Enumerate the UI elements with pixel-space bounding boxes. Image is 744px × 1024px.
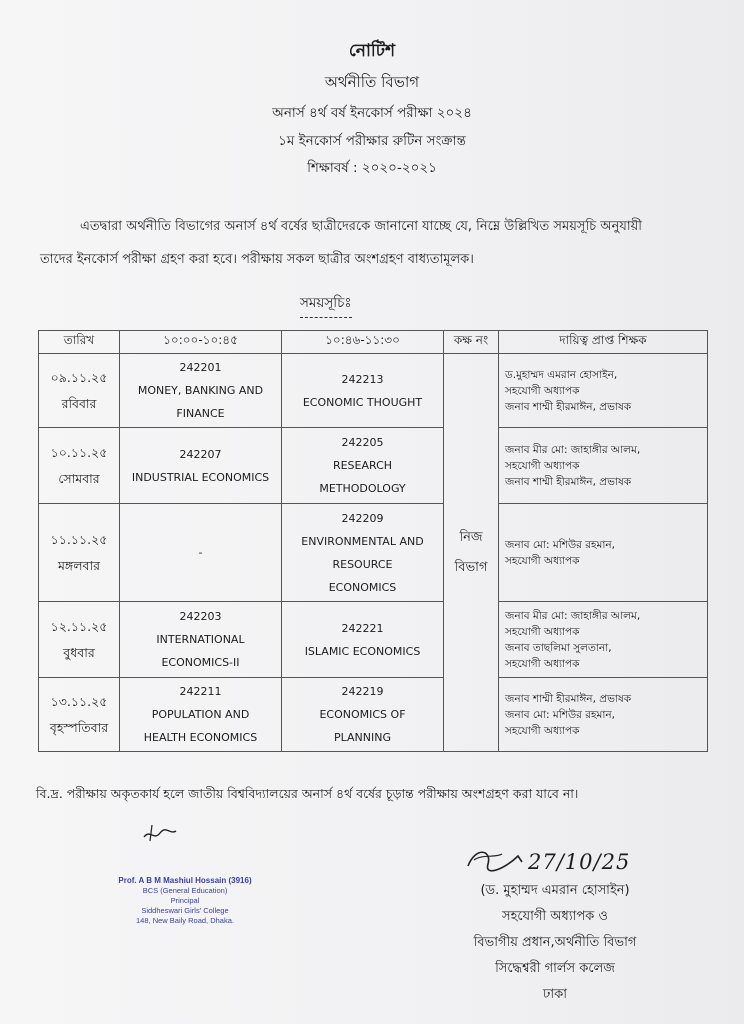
course-code: 242205 bbox=[341, 436, 384, 449]
slot1-cell bbox=[120, 354, 282, 428]
course-code: 242219 bbox=[341, 685, 384, 698]
course-title: POPULATION AND bbox=[151, 708, 250, 721]
teacher-line: সহযোগী অধ্যাপক bbox=[505, 384, 580, 397]
intro-paragraph: এতদ্বারা অর্থনীতি বিভাগের অনার্স ৪র্থ বর্ষের ছাত্রীদেরকে জানানো যাচ্ছে যে, নিম্নে উল্লিখিত সময়সূচি অনুযায়ী তাদের ইনকোর্স পরীক্ষা গ্রহণ করা হবে। পরীক্ষায় সকল ছাত্রীর অংশগ্রহণ বাধ্যতামূলক। bbox=[40, 219, 642, 267]
date-text: ১০.১১.২৫ bbox=[50, 444, 108, 460]
schedule-heading: সময়সূচিঃ bbox=[300, 292, 352, 318]
header-teachers: দায়িত্ব প্রাপ্ত শিক্ষক bbox=[499, 331, 708, 354]
stamp-line: 148, New Baily Road, Dhaka. bbox=[136, 916, 234, 925]
course-title: ISLAMIC ECONOMICS bbox=[304, 644, 421, 658]
teachers-cell bbox=[499, 602, 708, 678]
principal-stamp bbox=[100, 876, 270, 926]
teacher-line: জনাব শাম্মী হীরমাঈন, প্রভাষক bbox=[505, 692, 632, 705]
principal-signature-icon bbox=[140, 823, 180, 845]
table-row bbox=[39, 354, 708, 428]
slot2-cell bbox=[282, 354, 444, 428]
table-row bbox=[39, 504, 708, 602]
date-cell bbox=[39, 678, 120, 752]
header-slot2: ১০:৪৬-১১:৩০ bbox=[282, 331, 444, 354]
table-header-row bbox=[39, 331, 708, 354]
teacher-line: জনাব তাছলিমা সুলতানা, bbox=[505, 641, 612, 654]
day-text: বৃহস্পতিবার bbox=[49, 719, 109, 735]
teachers-cell bbox=[499, 354, 708, 428]
course-title: ECONOMICS-II bbox=[161, 656, 240, 669]
course-title: RESEARCH bbox=[332, 459, 393, 472]
teacher-line: সহযোগী অধ্যাপক bbox=[505, 459, 580, 472]
day-text: সোমবার bbox=[58, 470, 100, 486]
session-line: শিক্ষাবর্ষ : ২০২০-২০২১ bbox=[307, 160, 437, 176]
teacher-line: সহযোগী অধ্যাপক bbox=[505, 657, 580, 670]
date-cell bbox=[39, 504, 120, 602]
teacher-line: জনাব শাম্মী হীরমাঈন, প্রভাষক bbox=[505, 400, 632, 413]
room-text: নিজ bbox=[459, 529, 483, 545]
day-text: রবিবার bbox=[61, 395, 97, 411]
course-title: ECONOMICS OF bbox=[319, 708, 406, 721]
header-date: তারিখ bbox=[39, 331, 120, 354]
teacher-line: জনাব মো: মশিউর রহমান, bbox=[505, 708, 616, 721]
signatory-line: বিভাগীয় প্রধান,অর্থনীতি বিভাগ bbox=[473, 935, 637, 950]
stamp-line: Prof. A B M Mashiul Hossain (3916) bbox=[118, 876, 252, 885]
room-text: বিভাগ bbox=[454, 559, 488, 575]
teachers-cell bbox=[499, 678, 708, 752]
course-code: 242203 bbox=[179, 610, 222, 623]
header-slot1: ১০:০০-১০:৪৫ bbox=[120, 331, 282, 354]
teacher-line: জনাব মীর মো: জাহাঙ্গীর আলম, bbox=[505, 609, 641, 622]
header-room: কক্ষ নং bbox=[444, 331, 499, 354]
slot2-cell bbox=[282, 678, 444, 752]
course-code: 242207 bbox=[179, 447, 222, 461]
signatory-line: (ড. মুহাম্মদ এমরান হোসাইন) bbox=[480, 883, 630, 898]
table-row bbox=[39, 428, 708, 504]
course-title: PLANNING bbox=[334, 731, 391, 744]
course-title: ECONOMIC THOUGHT bbox=[302, 395, 423, 409]
date-cell bbox=[39, 428, 120, 504]
teacher-line: সহযোগী অধ্যাপক bbox=[505, 625, 580, 638]
date-cell bbox=[39, 354, 120, 428]
teacher-line: জনাব মীর মো: জাহাঙ্গীর আলম, bbox=[505, 443, 641, 456]
date-text: ১১.১১.২৫ bbox=[50, 531, 108, 547]
slot1-cell bbox=[120, 602, 282, 678]
teacher-line: জনাব শাম্মী হীরমাঈন, প্রভাষক bbox=[505, 475, 632, 488]
teachers-cell bbox=[499, 504, 708, 602]
slot2-cell bbox=[282, 428, 444, 504]
date-text: ১২.১১.২৫ bbox=[50, 618, 108, 634]
signatory-block bbox=[420, 878, 690, 1008]
stamp-line: BCS (General Education) bbox=[142, 886, 228, 895]
course-title: HEALTH ECONOMICS bbox=[143, 731, 258, 744]
course-code: 242213 bbox=[341, 372, 384, 386]
table-row bbox=[39, 602, 708, 678]
course-title: ENVIRONMENTAL AND bbox=[301, 534, 424, 548]
course-title: FINANCE bbox=[176, 407, 225, 420]
course-title: ECONOMICS bbox=[328, 580, 397, 594]
subject-line: ১ম ইনকোর্স পরীক্ষার রুটিন সংক্রান্ত bbox=[278, 133, 466, 149]
slot2-cell bbox=[282, 602, 444, 678]
course-title: INTERNATIONAL bbox=[156, 633, 245, 646]
signatory-line: সহযোগী অধ্যাপক ও bbox=[502, 909, 608, 924]
schedule-table bbox=[38, 330, 708, 752]
slot1-cell bbox=[120, 678, 282, 752]
department-name: অর্থনীতি বিভাগ bbox=[324, 73, 420, 91]
course-title: INDUSTRIAL ECONOMICS bbox=[131, 470, 270, 484]
day-text: বুধবার bbox=[63, 644, 95, 660]
date-text: ১৩.১১.২৫ bbox=[50, 693, 108, 709]
date-cell bbox=[39, 602, 120, 678]
stamp-line: Principal bbox=[170, 896, 200, 905]
course-code: 242201 bbox=[179, 361, 222, 374]
course-title: RESOURCE bbox=[332, 557, 393, 571]
teacher-line: জনাব মো: মশিউর রহমান, bbox=[505, 538, 616, 551]
course-code: 242209 bbox=[341, 511, 384, 525]
course-title: MONEY, BANKING AND bbox=[137, 384, 264, 397]
teacher-line: সহযোগী অধ্যাপক bbox=[505, 554, 580, 567]
course-code: - bbox=[198, 546, 203, 559]
course-code: 242221 bbox=[341, 621, 384, 635]
course-title: METHODOLOGY bbox=[319, 482, 406, 495]
signatory-line: ঢাকা bbox=[543, 987, 567, 1002]
notice-title: নোটিশ bbox=[348, 41, 396, 61]
table-row bbox=[39, 678, 708, 752]
stamp-line: Siddheswari Girls' College bbox=[141, 906, 229, 915]
slot1-cell bbox=[120, 428, 282, 504]
course-code: 242211 bbox=[179, 685, 222, 698]
signatory-line: সিদ্ধেশ্বরী গার্লস কলেজ bbox=[495, 961, 615, 976]
day-text: মঙ্গলবার bbox=[57, 557, 100, 573]
slot1-cell bbox=[120, 504, 282, 602]
teacher-line: ড.মুহাম্মদ এমরান হোসাইন, bbox=[505, 368, 618, 381]
teacher-line: সহযোগী অধ্যাপক bbox=[505, 724, 580, 737]
teachers-cell bbox=[499, 428, 708, 504]
exam-title: অনার্স ৪র্থ বর্ষ ইনকোর্স পরীক্ষা ২০২৪ bbox=[272, 105, 472, 121]
signature-date: 27/10/25 bbox=[528, 850, 631, 874]
date-text: ০৯.১১.২৫ bbox=[50, 369, 108, 385]
footnote: বি.দ্র. পরীক্ষায় অকৃতকার্য হলে জাতীয় বিশ্ববিদ্যালয়ের অনার্স ৪র্থ বর্ষের চূড়ান্ত পরীক্ষায় অংশগ্রহণ করা যাবে না। bbox=[36, 786, 579, 801]
slot2-cell bbox=[282, 504, 444, 602]
room-cell bbox=[444, 354, 499, 752]
